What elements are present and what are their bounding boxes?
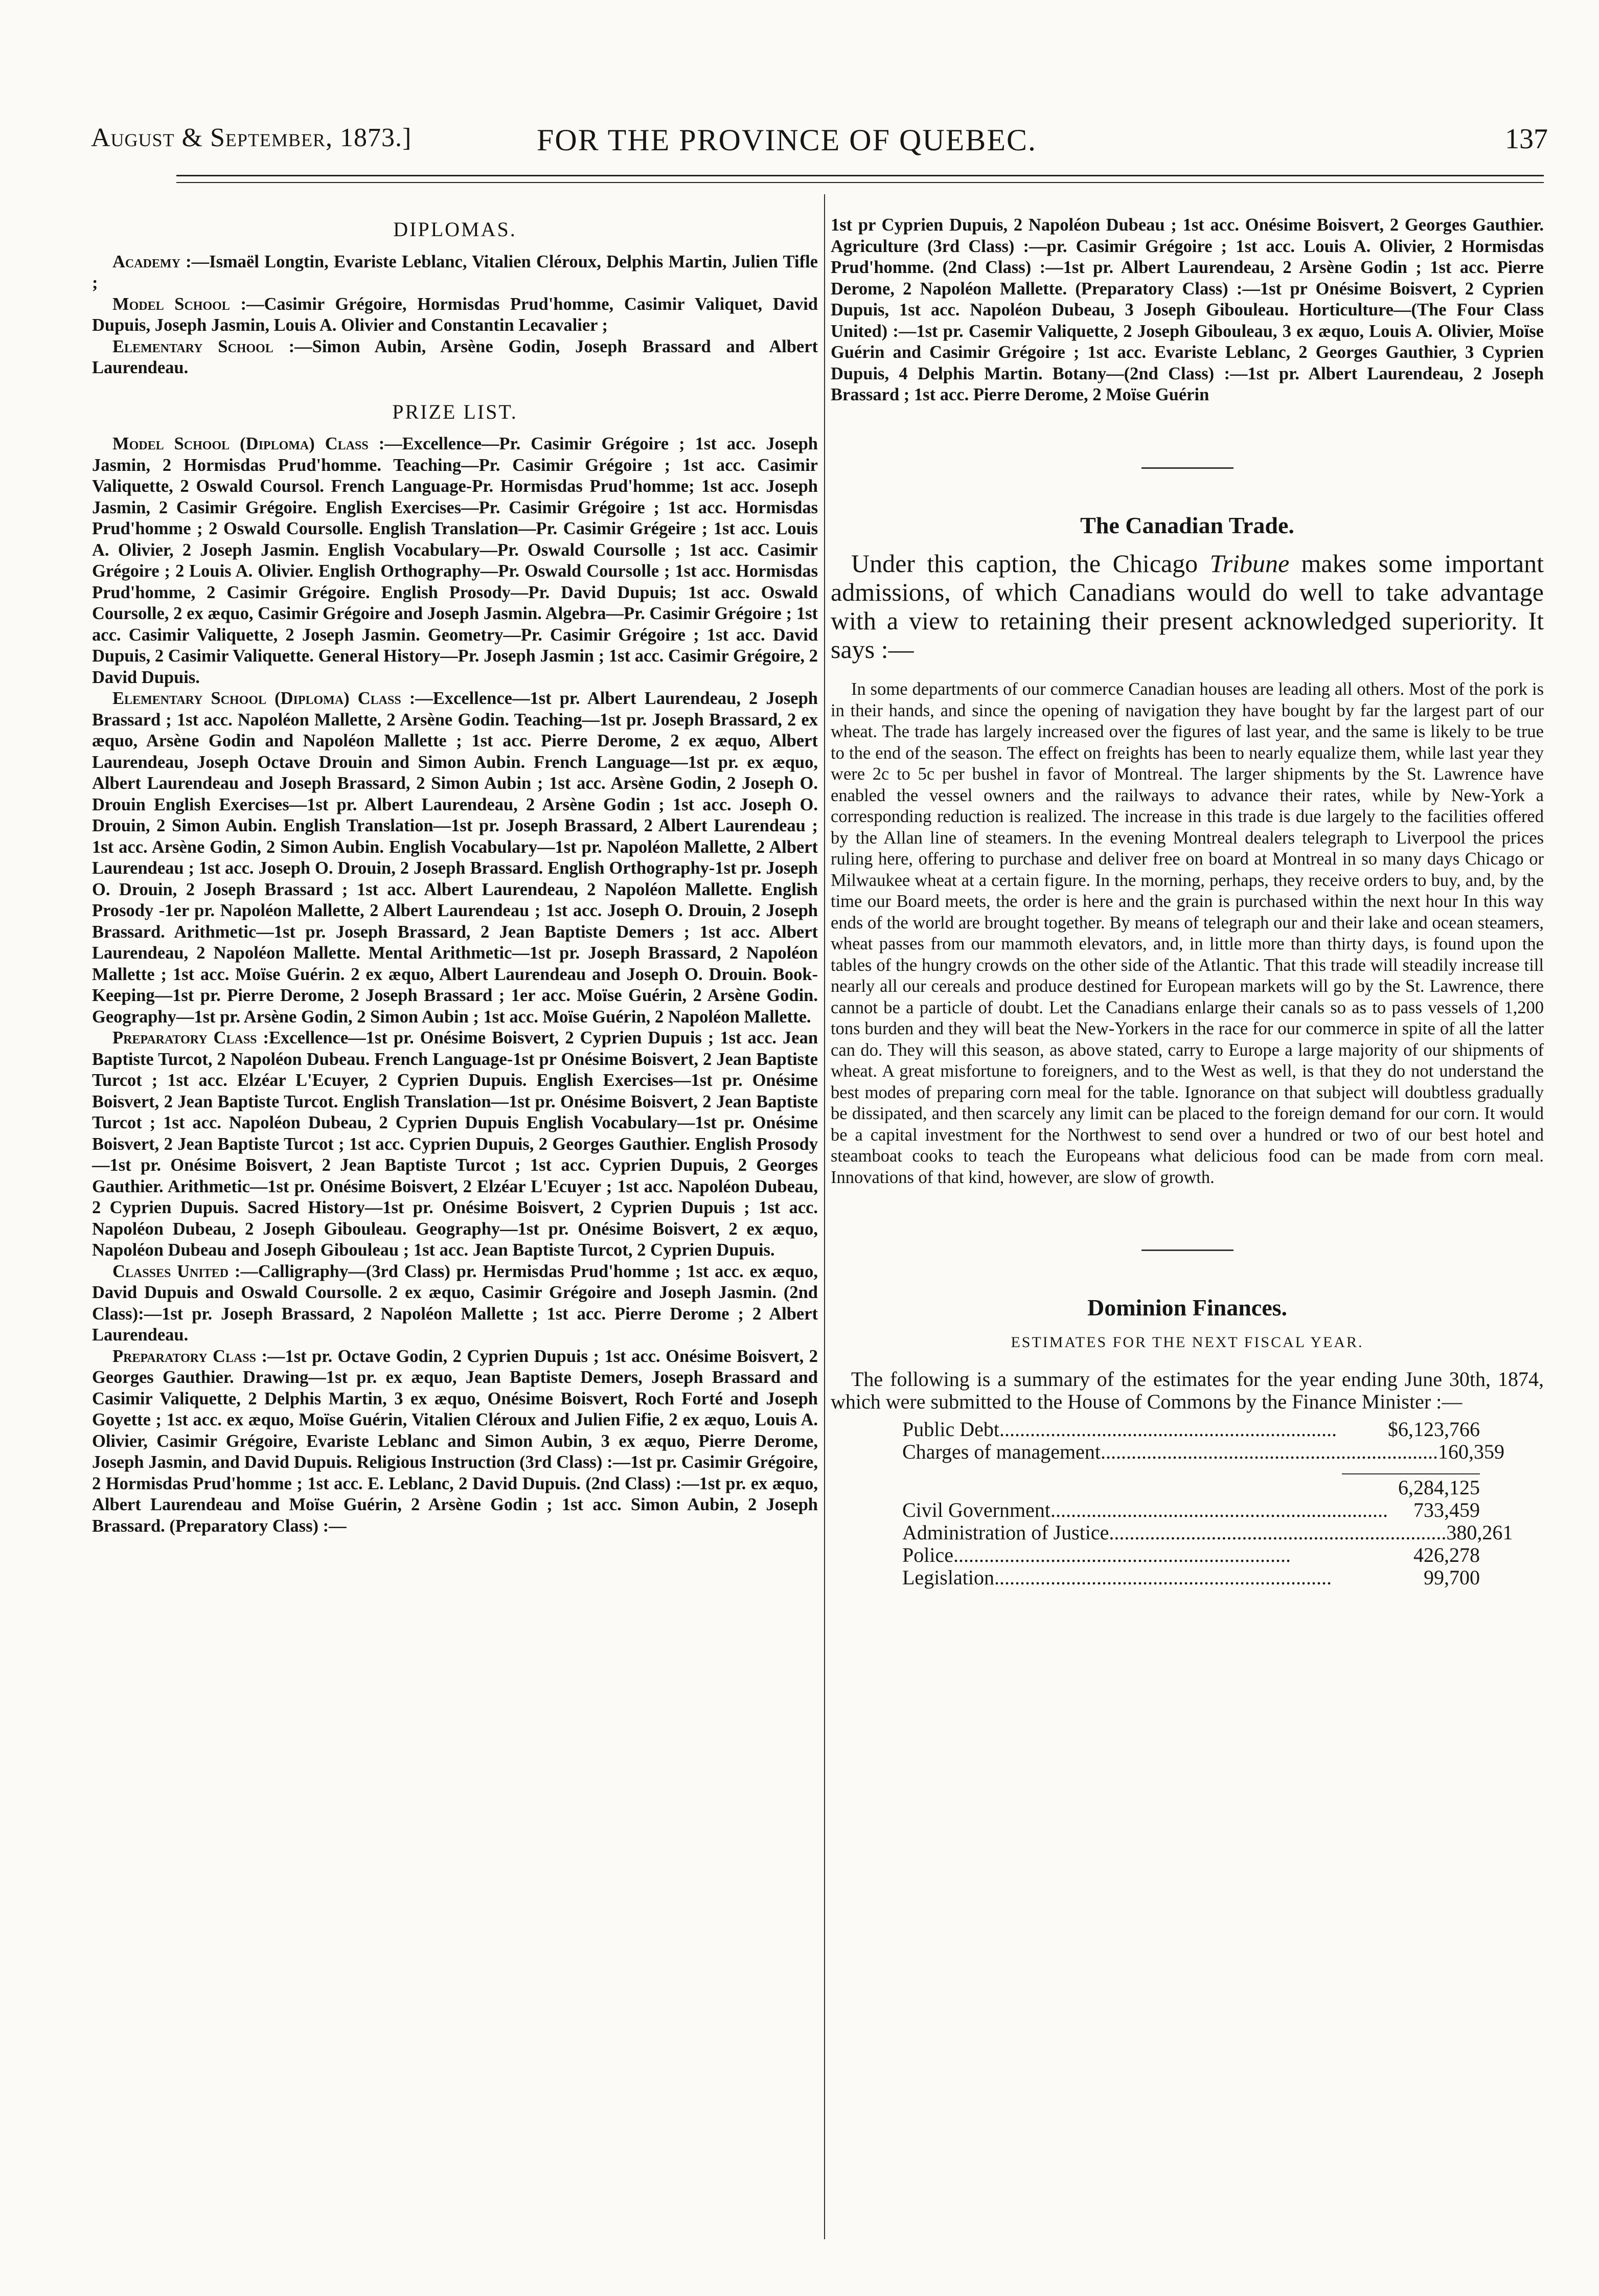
prize-text: Excellence—1st pr. Albert Laurendeau, 2 Joseph Brassard ; 1st acc. Napoléon Mallette, 2 Arsène Godin. Teaching—1st pr. Joseph Brassard, 2 ex æquo, Arsène Godin and Napoléon Mallette ; 1st acc. Pierre Derome, 2 ex æquo, Albert Laurendeau, Joseph Octave Drouin and Simon Aubin. French Language—1st pr. ex æquo, Albert Laurendeau and Joseph Brassard, 2 Simon Aubin ; 1st acc. Arsène Godin, 2 Joseph O. Drouin English Exercises—1st pr. Albert Laurendeau, 2 Arsène Godin ; 1st acc. Joseph O. Drouin, 2 Simon Aubin. English Translation—1st pr. Joseph Brassard, 2 Albert Laurendeau ; 1st acc. Arsène Godin, 2 Simon Aubin. English Vocabulary—1st pr. Napoléon Mallette, 2 Albert Laurendeau ; 1st acc. Joseph O. Drouin, 2 Joseph Brassard. English Orthography-1st pr. Joseph O. Drouin, 2 Joseph Brassard ; 1st acc. Albert Laurendeau, 2 Napoléon Mallette. English Prosody -1er pr. Napoléon Mallette, 2 Albert Laurendeau ; 1st acc. Joseph O. Drouin, 2 Joseph Brassard. Arithmetic—1st pr. Joseph Brassard, 2 Jean Baptiste Demers ; 1st acc. Albert Laurendeau, 2 Napoléon Mallette. Mental Arithmetic—1st pr. Joseph Brassard, 2 Napoléon Mallette ; 1st acc. Moïse Guérin. 2 ex æquo, Albert Laurendeau and Joseph O. Drouin. Book-Keeping—1st pr. Pierre Derome, 2 Joseph Brassard ; 1er acc. Moïse Guérin, 2 Arsène Godin. Geography—1st pr. Arsène Godin, 2 Simon Aubin ; 1st acc. Moïse Guérin, 2 Napoléon Mallette.	[92, 689, 818, 1027]
prize-label: Preparatory Class :—	[112, 1346, 285, 1366]
header-rule	[176, 175, 1544, 176]
prize-text: Excellence—Pr. Casimir Grégoire ; 1st acc. Joseph Jasmin, 2 Hormisdas Prud'homme. Teaching—Pr. Casimir Grégoire ; 1st acc. Casimir Valiquette, 2 Oswald Coursol. French Language-Pr. Hormisdas Prud'homme; 1st acc. Joseph Jasmin, 2 Casimir Grégoire. English Exercises—Pr. Casimir Grégoire ; 1st acc. Hormisdas Prud'homme ; 2 Oswald Coursolle. English Translation—Pr. Casimir Grégeire ; 1st acc. Louis A. Olivier, 2 Joseph Jasmin. English Vocabulary—Pr. Oswald Coursolle ; 1st acc. Casimir Grégoire ; 2 Louis A. Olivier. English Orthography—Pr. Oswald Coursolle ; 1st acc. Hormisdas Prud'homme, 2 Casimir Grégoire. English Prosody—Pr. David Dupuis; 1st acc. Oswald Coursolle, 2 ex æquo, Casimir Grégoire and Joseph Jasmin. Algebra—Pr. Casimir Grégoire ; 1st acc. Casimir Valiquette, 2 Joseph Jasmin. Geometry—Pr. Casimir Grégoire ; 1st acc. David Dupuis, 2 Casimir Valiquette. General History—Pr. Joseph Jasmin ; 1st acc. Casimir Grégoire, 2 David Dupuis.	[92, 434, 818, 687]
section-divider	[1141, 1249, 1233, 1251]
estimate-amount: 426,278	[1413, 1543, 1480, 1566]
estimate-row	[902, 1566, 1480, 1589]
left-column	[92, 215, 818, 1537]
lead-text-before: Under this caption, the Chicago	[851, 549, 1210, 578]
prize-entry	[92, 688, 818, 1028]
diploma-label: Elementary School :—	[112, 336, 312, 356]
prize-list-continuation: 1st pr Cyprien Dupuis, 2 Napoléon Dubeau ; 1st acc. Onésime Boisvert, 2 Georges Gauthier. Agriculture (3rd Class) :—pr. Casimir Grégoire ; 1st acc. Louis A. Olivier, 2 Hormisdas Prud'homme. (2nd Class) :—1st pr. Albert Laurendeau, 2 Arsène Godin ; 1st acc. Pierre Derome, 2 Napoléon Mallette. (Preparatory Class) :—1st pr Onésime Boisvert, 2 Cyprien Dupuis, 1st acc. Napoléon Dubeau, 3 Joseph Gibouleau. Horticulture—(The Four Class United) :—1st pr. Casemir Valiquette, 2 Joseph Gibouleau, 3 ex æquo, Louis A. Olivier, Moïse Guérin and Casimir Grégoire ; 1st acc. Evariste Leblanc, 2 Georges Gauthier, 3 Cyprien Dupuis, 4 Delphis Martin. Botany—(2nd Class) :—1st pr. Albert Laurendeau, 2 Joseph Brassard ; 1st acc. Pierre Derome, 2 Moïse Guérin	[831, 215, 1544, 404]
diploma-entry	[92, 336, 818, 379]
estimate-label: Police..................................................................	[902, 1543, 1291, 1566]
right-column	[831, 215, 1544, 1589]
estimate-amount: 99,700	[1424, 1566, 1480, 1589]
prize-label: Preparatory Class :	[112, 1028, 269, 1048]
canadian-trade-lead	[831, 549, 1544, 664]
prize-entry	[92, 1028, 818, 1261]
prize-label: Model School (Diploma) Class :—	[112, 434, 402, 453]
estimate-amount: 733,459	[1413, 1498, 1480, 1521]
prize-text: Calligraphy—(3rd Class) pr. Hermisdas Prud'homme ; 1st acc. ex æquo, David Dupuis and Oswald Coursolle. 2 ex æquo, Casimir Grégoire and Joseph Jasmin. (2nd Class):—1st pr. Joseph Brassard, 2 Napoléon Mallette ; 1st acc. Pierre Derome ; 2 Albert Laurendeau.	[92, 1261, 818, 1345]
estimate-row	[902, 1440, 1505, 1463]
page-number: 137	[1505, 123, 1548, 155]
estimate-row	[902, 1521, 1513, 1544]
dominion-finances-heading: Dominion Finances.	[1087, 1294, 1288, 1321]
canadian-trade-body: In some departments of our commerce Canadian houses are leading all others. Most of the pork is in their hands, and since the opening of navigation they have bought by far the largest part of our wheat. The trade has largely increased over the figures of last year, and the same is likely to be true to the end of the season. The effect on freights has been to nearly equalize them, while last year they were 2c to 5c per bushel in favor of Montreal. The larger shipments by the St. Lawrence have enabled the vessel owners and the railways to advance their rates, while by New-York a corresponding reduction is realized. The increase in this trade is due largely to the facilities offered by the Allan line of steamers. In the evening Montreal dealers telegraph to Liverpool the prices ruling here, offering to purchase and deliver free on board at Montreal in so many days Chicago or Milwaukee wheat at a certain figure. In the morning, perhaps, they receive orders to buy, and, by the time our Board meets, the order is here and the grain is purchased within the next hour In this way ends of the world are brought together. By means of telegraph our and their lake and ocean steamers, wheat passes from our mammoth elevators, and, in little more than thirty days, is found upon the tables of the hungry crowds on the other side of the Atlantic. That this trade will steadily increase till nearly all our cereals and produce destined for European markets will go by the St. Lawrence, there cannot be a particle of doubt. Let the Canadians enlarge their canals so as to pass vessels of 1,200 tons burden and they will beat the New-Yorkers in the race for our commerce in spite of all the latter can do. They will this season, as above stated, carry to Europe a large majority of our shipments of wheat. A great misfortune to foreigners, and to the West as well, is that they do not understand the best modes of preparing corn meal for the table. Ignorance on that subject will doubtless gradually be dissipated, and then scarcely any limit can be placed to the foreign demand for our corn. It would be a capital investment for the Northwest to send over a hundred or two of our best hotel and steamboat cooks to teach the Europeans what delicious food can be made from corn meal. Innovations of that kind, however, are slow of growth.	[831, 679, 1544, 1187]
diploma-text: Simon Aubin, Arsène Godin, Joseph Brassard and Albert Laurendeau.	[92, 336, 818, 377]
prize-entry	[92, 434, 818, 688]
header-rule-thin	[176, 182, 1544, 183]
lead-text-after: makes some important admissions, of which Canadians would do well to take advantage with a view to retaining their present acknowledged superiority. It says :—	[831, 549, 1544, 664]
prize-label: Elementary School (Diploma) Class :—	[112, 689, 433, 708]
prize-entry	[92, 1261, 818, 1346]
diploma-label: Academy :—	[112, 252, 210, 271]
finances-intro: The following is a summary of the estimates for the year ending June 30th, 1874, which were submitted to the House of Commons by the Finance Minister :—	[831, 1368, 1544, 1413]
estimate-row	[902, 1418, 1480, 1441]
estimate-row	[902, 1499, 1480, 1521]
estimate-amount: 160,359	[1438, 1440, 1505, 1463]
prize-list-heading: PRIZE LIST.	[392, 400, 518, 423]
estimate-label: Charges of management..................................................................	[902, 1440, 1438, 1463]
estimate-amount: 380,261	[1446, 1521, 1513, 1544]
diplomas-heading: DIPLOMAS.	[393, 218, 517, 241]
column-divider	[824, 194, 825, 2239]
diploma-entry	[92, 294, 818, 336]
estimate-label: Administration of Justice..................................................................	[902, 1521, 1447, 1544]
header-title: FOR THE PROVINCE OF QUEBEC.	[537, 123, 1037, 157]
estimates-subheading: ESTIMATES FOR THE NEXT FISCAL YEAR.	[1011, 1333, 1364, 1351]
lead-text-italic: Tribune	[1209, 549, 1290, 578]
diploma-text: Ismaël Longtin, Evariste Leblanc, Vitalien Cléroux, Delphis Martin, Julien Tifle ;	[92, 252, 818, 292]
estimate-subtotal: 6,284,125	[1342, 1473, 1480, 1499]
estimates-table	[902, 1418, 1513, 1589]
estimate-amount: $6,123,766	[1388, 1418, 1480, 1441]
diploma-text: Casimir Grégoire, Hormisdas Prud'homme, Casimir Valiquet, David Dupuis, Joseph Jasmin, Louis A. Olivier and Constantin Lecavalier ;	[92, 294, 818, 335]
canadian-trade-heading: The Canadian Trade.	[1080, 512, 1294, 538]
estimate-row	[902, 1544, 1480, 1566]
estimate-label: Civil Government..................................................................	[902, 1498, 1388, 1521]
diploma-label: Model School :—	[112, 294, 264, 314]
page-header	[0, 123, 1599, 164]
prize-label: Classes United :—	[112, 1261, 258, 1281]
estimate-label: Legislation..................................................................	[902, 1566, 1332, 1589]
header-date: August & September, 1873.]	[91, 123, 412, 152]
estimate-label: Public Debt..................................................................	[902, 1418, 1337, 1441]
diploma-entry	[92, 252, 818, 294]
prize-text: 1st pr. Octave Godin, 2 Cyprien Dupuis ; 1st acc. Onésime Boisvert, 2 Georges Gauthier. Drawing—1st pr. ex æquo, Jean Baptiste Demers, Joseph Brassard and Casimir Valiquette, 2 Delphis Martin, 3 ex æquo, Onésime Boisvert, Roch Forté and Joseph Goyette ; 1st acc. ex æquo, Moïse Guérin, Vitalien Cléroux and Julien Fifie, 2 ex æquo, Louis A. Olivier, Casimir Grégoire, Evariste Leblanc and Simon Aubin, 3 ex æquo, Pierre Derome, Joseph Jasmin, and David Dupuis. Religious Instruction (3rd Class) :—1st pr. Casimir Grégoire, 2 Hormisdas Prud'homme ; 1st acc. E. Leblanc, 2 David Dupuis. (2nd Class) :—1st pr. ex æquo, Albert Laurendeau and Moïse Guérin, 2 Arsène Godin ; 1st acc. Simon Aubin, 2 Joseph Brassard. (Preparatory Class) :—	[92, 1346, 818, 1536]
prize-text: Excellence—1st pr. Onésime Boisvert, 2 Cyprien Dupuis ; 1st acc. Jean Baptiste Turcot, 2 Napoléon Dubeau. French Language-1st pr Onésime Boisvert, 2 Jean Baptiste Turcot ; 1st acc. Elzéar L'Ecuyer, 2 Cyprien Dupuis. English Exercises—1st pr. Onésime Boisvert, 2 Jean Baptiste Turcot. English Translation—1st pr. Onésime Boisvert, 2 Jean Baptiste Turcot ; 1st acc. Napoléon Dubeau, 2 Cyprien Dupuis English Vocabulary—1st pr. Onésime Boisvert, 2 Jean Baptiste Turcot ; 1st acc. Cyprien Dupuis, 2 Georges Gauthier. English Prosody—1st pr. Onésime Boisvert, 2 Jean Baptiste Turcot ; 1st acc. Cyprien Dupuis, 2 Georges Gauthier. Arithmetic—1st pr. Onésime Boisvert, 2 Elzéar L'Ecuyer ; 1st acc. Napoléon Dubeau, 2 Cyprien Dupuis. Sacred History—1st pr. Onésime Boisvert, 2 Cyprien Dupuis ; 1st acc. Napoléon Dubeau, 2 Joseph Gibouleau. Geography—1st pr. Onésime Boisvert, 2 ex æquo, Napoléon Dubeau and Joseph Gibouleau ; 1st acc. Jean Baptiste Turcot, 2 Cyprien Dupuis.	[92, 1028, 818, 1260]
section-divider	[1141, 467, 1233, 469]
prize-entry	[92, 1346, 818, 1537]
